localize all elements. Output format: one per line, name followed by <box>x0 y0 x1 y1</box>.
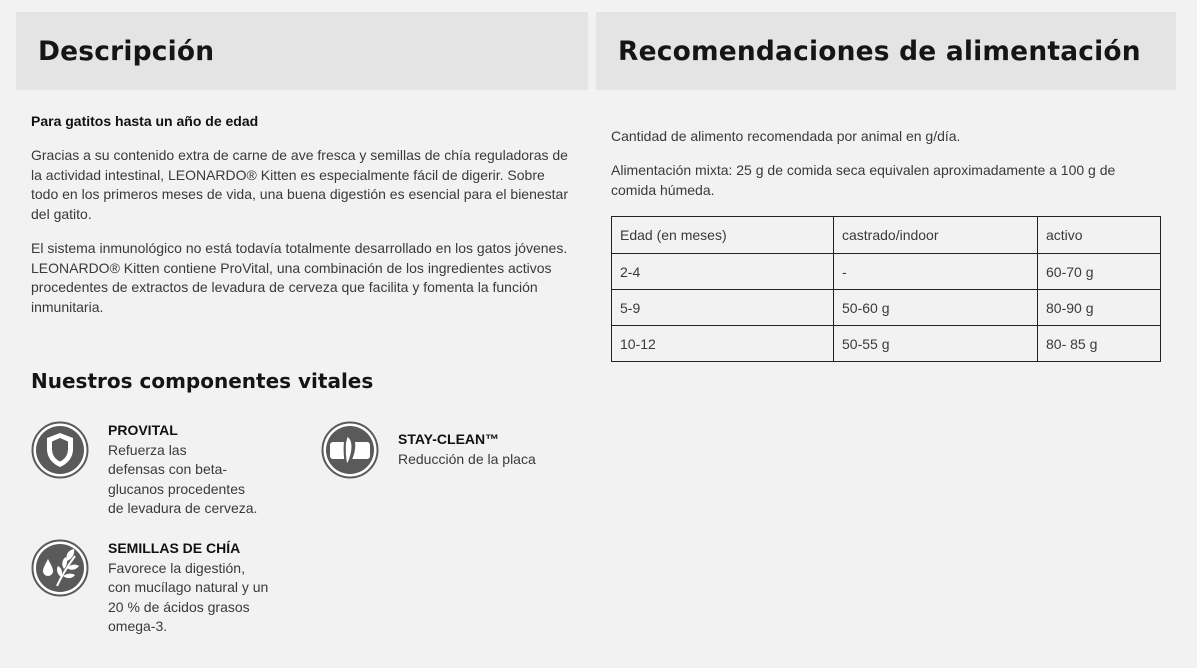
table-cell: 50-60 g <box>834 290 1038 326</box>
component-desc-line: Favorece la digestión, <box>108 559 245 576</box>
leaf-drop-icon <box>31 539 89 597</box>
component-desc-line: omega-3. <box>108 618 168 634</box>
feeding-title: Recomendaciones de alimentación <box>618 35 1141 67</box>
tooth-brush-icon <box>321 421 379 479</box>
component-desc-line: con mucílago natural y un <box>108 579 269 595</box>
table-header-row <box>612 217 1161 254</box>
description-intro: Para gatitos hasta un año de edad <box>31 113 259 129</box>
description-header <box>16 12 588 90</box>
component-desc-line: Reducción de la placa <box>398 450 536 467</box>
table-header-cell: activo <box>1038 217 1161 254</box>
table-cell: 80-90 g <box>1038 290 1161 326</box>
component-stay-clean <box>321 421 536 479</box>
feeding-note-amount: Cantidad de alimento recomendada por animal en g/día. <box>611 128 961 144</box>
component-desc-line: glucanos procedentes <box>108 480 245 497</box>
table-cell: 5-9 <box>612 290 834 326</box>
component-chia <box>31 539 268 637</box>
feeding-section <box>596 12 1176 362</box>
table-cell: 80- 85 g <box>1038 326 1161 362</box>
table-row <box>612 326 1161 362</box>
feeding-header <box>596 12 1176 90</box>
component-desc-line: de levadura de cerveza. <box>108 500 258 516</box>
table-cell: 2-4 <box>612 254 834 290</box>
component-title: STAY-CLEAN™ <box>398 431 500 447</box>
feeding-note-mixed: Alimentación mixta: 25 g de comida seca equivalen aproximadamente a 100 g de comida húmeda. <box>611 162 1116 198</box>
description-section <box>16 12 588 393</box>
table-header-cell: Edad (en meses) <box>612 217 834 254</box>
component-desc-line: 20 % de ácidos grasos <box>108 598 250 615</box>
component-title: SEMILLAS DE CHÍA <box>108 540 241 556</box>
table-cell: 10-12 <box>612 326 834 362</box>
description-title: Descripción <box>38 35 215 67</box>
components-title: Nuestros componentes vitales <box>31 369 374 393</box>
component-provital <box>31 421 257 519</box>
shield-icon <box>31 421 89 479</box>
description-paragraph-1: Gracias a su contenido extra de carne de ave fresca y semillas de chía reguladoras de la actividad intestinal, LEONARDO® Kitten es especialmente fácil de digerir. Sobre todo en los primeros meses de vida, una buena digestión es esencial para el bienestar del gatito. <box>31 147 568 222</box>
table-row <box>612 254 1161 290</box>
component-desc-line: defensas con beta- <box>108 461 228 477</box>
table-cell: - <box>834 254 1038 290</box>
component-title: PROVITAL <box>108 422 178 438</box>
table-cell: 50-55 g <box>834 326 1038 362</box>
table-header-cell: castrado/indoor <box>834 217 1038 254</box>
table-row <box>612 290 1161 326</box>
component-desc-line: Refuerza las <box>108 441 187 458</box>
feeding-table <box>611 216 1161 362</box>
table-cell: 60-70 g <box>1038 254 1161 290</box>
description-paragraph-2: El sistema inmunológico no está todavía totalmente desarrollado en los gatos jóvenes. LEONARDO® Kitten contiene ProVital, una combinación de los ingredientes activos procedentes de extractos de levadura de cerveza que facilita y fomenta la función inmunitaria. <box>31 240 568 315</box>
